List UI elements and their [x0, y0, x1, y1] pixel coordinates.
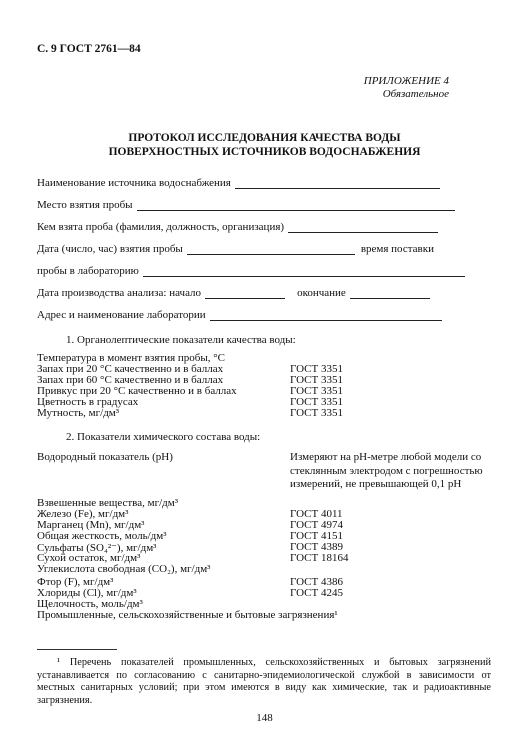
field-lab-address	[37, 309, 442, 321]
field-label: Место взятия пробы	[37, 199, 133, 211]
field-sampling-place	[37, 199, 455, 211]
row-label: Запах при 20 °С качественно и в баллах	[37, 363, 224, 375]
title-line-1: ПРОТОКОЛ ИССЛЕДОВАНИЯ КАЧЕСТВА ВОДЫ	[128, 132, 401, 144]
row-standard: ГОСТ 3351	[290, 396, 343, 408]
appendix-status: Обязательное	[382, 88, 449, 100]
field-label: пробы в лабораторию	[37, 265, 139, 277]
field-label: Дата производства анализа: начало	[37, 287, 202, 299]
appendix-title: ПРИЛОЖЕНИЕ 4	[363, 75, 449, 87]
fill-line	[187, 244, 355, 255]
row-label: Сульфаты (SO₄²⁻), мг/дм³	[37, 542, 157, 554]
footnote: ¹ Перечень показателей промышленных, сельскохозяйственных и бытовых загрязнений устанавливается по согласованию с санитарно-эпидемиологической службой в зависимости от местных санитарных условий; при этом имеются в виду как химические, так и радиоактивные загрязнения.	[37, 657, 491, 706]
fill-line-start	[205, 288, 285, 299]
row-standard: ГОСТ 4974	[290, 519, 343, 531]
row-label: Привкус при 20 °С качественно и в баллах	[37, 385, 237, 397]
ph-method: Измеряют на рН-метре любой модели со стеклянным электродом с погрешностью измерений, не превышающей 0,1 рН	[290, 451, 483, 490]
row-label: Щелочность, моль/дм³	[37, 598, 143, 610]
field-label-delivery: время поставки	[360, 243, 434, 255]
s2-row	[37, 563, 497, 575]
row-label: Запах при 60 °С качественно и в баллах	[37, 374, 224, 386]
row-label: Мутность, мг/дм³	[37, 407, 120, 419]
row-label: Хлориды (Cl), мг/дм³	[37, 587, 137, 599]
row-standard: ГОСТ 4011	[290, 508, 343, 520]
section-1-heading: 1. Органолептические показатели качества воды:	[66, 334, 296, 346]
field-sampling-date	[37, 243, 492, 255]
field-sampled-by	[37, 221, 438, 233]
section-2-heading: 2. Показатели химического состава воды:	[66, 431, 261, 443]
row-standard: ГОСТ 4389	[290, 541, 343, 553]
row-label: Цветность в градусах	[37, 396, 139, 408]
row-standard: ГОСТ 3351	[290, 407, 343, 419]
row-standard: ГОСТ 4386	[290, 576, 343, 588]
s2-row	[37, 609, 497, 621]
row-label: Железо (Fe), мг/дм³	[37, 508, 129, 520]
field-delivery-lab	[37, 265, 465, 277]
fill-line	[210, 310, 442, 321]
row-label: Марганец (Mn), мг/дм³	[37, 519, 145, 531]
row-label: Углекислота свободная (CO₂), мг/дм³	[37, 563, 211, 575]
field-label: Кем взята проба (фамилия, должность, организация)	[37, 221, 285, 233]
fill-line	[235, 178, 440, 189]
field-analysis-date	[37, 287, 430, 299]
field-label: Наименование источника водоснабжения	[37, 177, 231, 189]
page-number: 148	[256, 712, 273, 724]
field-source-name	[37, 177, 440, 189]
row-label: Промышленные, сельскохозяйственные и бытовые загрязнения¹	[37, 609, 338, 621]
row-label: Взвешенные вещества, мг/дм³	[37, 497, 178, 509]
row-standard: ГОСТ 3351	[290, 374, 343, 386]
row-label: Сухой остаток, мг/дм³	[37, 552, 141, 564]
document-title	[0, 132, 529, 159]
field-label: Адрес и наименование лаборатории	[37, 309, 206, 321]
field-label: Дата (число, час) взятия пробы	[37, 243, 183, 255]
row-standard: ГОСТ 3351	[290, 385, 343, 397]
appendix-label	[364, 75, 449, 101]
page-header: С. 9 ГОСТ 2761—84	[37, 43, 141, 55]
row-label: Фтор (F), мг/дм³	[37, 576, 114, 588]
row-standard: ГОСТ 4245	[290, 587, 343, 599]
fill-line-end	[350, 288, 430, 299]
row-standard: ГОСТ 4151	[290, 530, 343, 542]
row-label: Температура в момент взятия пробы, °С	[37, 352, 225, 364]
fill-line	[137, 200, 455, 211]
row-label: Общая жесткость, моль/дм³	[37, 530, 167, 542]
fill-line	[143, 266, 465, 277]
s1-row	[37, 407, 497, 419]
fill-line	[288, 222, 438, 233]
title-line-2: ПОВЕРХНОСТНЫХ ИСТОЧНИКОВ ВОДОСНАБЖЕНИЯ	[108, 145, 421, 158]
row-standard: ГОСТ 3351	[290, 363, 343, 375]
ph-label: Водородный показатель (рН)	[37, 451, 173, 463]
footnote-rule	[37, 649, 117, 650]
field-label-end: окончание	[297, 287, 346, 299]
row-standard: ГОСТ 18164	[290, 552, 349, 564]
